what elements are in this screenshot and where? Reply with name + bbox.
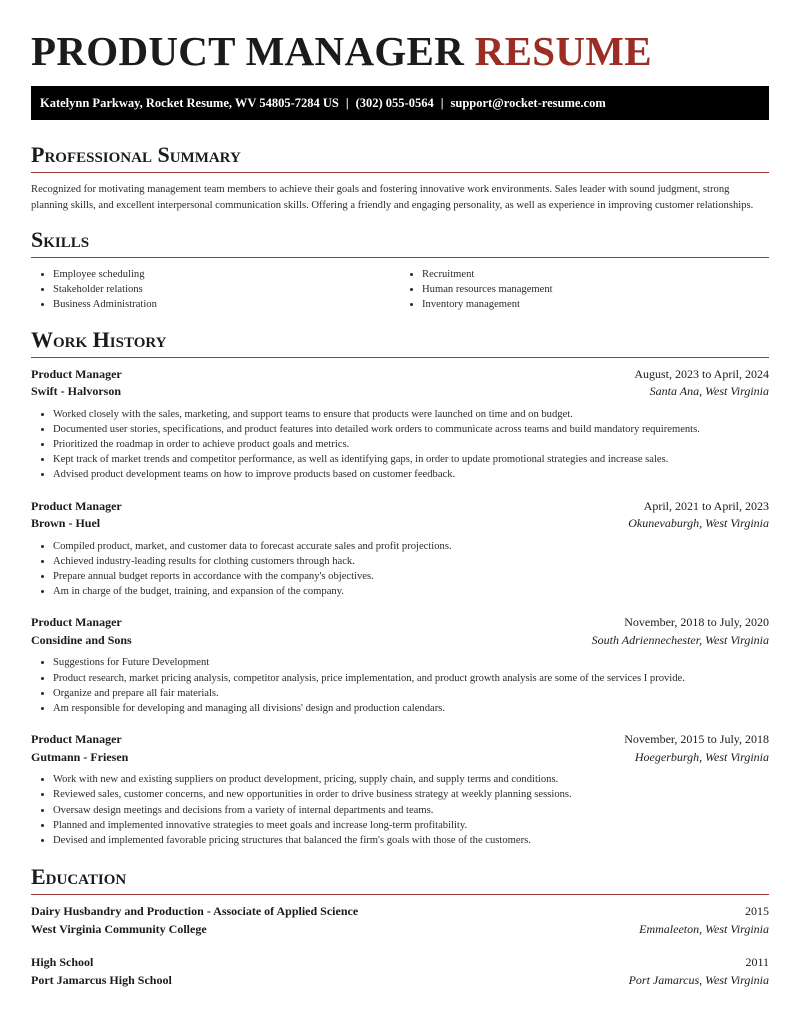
job-title: Product Manager	[31, 366, 122, 381]
title-accent: RESUME	[474, 28, 652, 74]
education-school: West Virginia Community College	[31, 921, 207, 936]
section-title-summary: Professional Summary	[31, 142, 769, 173]
job-bullet: • Worked closely with the sales, marketing, and support teams to ensure that products were launched on time and on budget.	[53, 407, 769, 422]
job-location: Santa Ana, West Virginia	[649, 384, 769, 399]
summary-text: Recognized for motivating management team members to achieve their goals and fostering innovative work environments. Sales leader with sound judgment, strong planning skills, and excellent interpersonal communication skills. Offering a friendly and engaging personality, as well as experience in improving customer relationships.	[31, 184, 754, 211]
skills-list-right	[400, 267, 769, 313]
job-bullet: • Advised product development teams on how to improve products based on customer feedback.	[53, 467, 769, 482]
job-bullets	[31, 655, 769, 716]
education-location: Emmaleeton, West Virginia	[639, 921, 769, 936]
section-title-work: Work History	[31, 327, 769, 358]
job-bullet: • Prepare annual budget reports in accordance with the company's objectives.	[53, 569, 769, 584]
education-school-row	[31, 921, 769, 939]
education-year: 2015	[745, 904, 769, 919]
section-title-education: Education	[31, 864, 769, 895]
job-bullet: • Am responsible for developing and managing all divisions' design and production calendars.	[53, 701, 769, 716]
contact-bar	[31, 86, 769, 120]
skill-item: • Stakeholder relations	[53, 282, 400, 297]
job-title: Product Manager	[31, 498, 122, 513]
job-company-row	[31, 749, 769, 767]
education-location: Port Jamarcus, West Virginia	[628, 972, 769, 987]
job-bullet: • Am in charge of the budget, training, and expansion of the company.	[53, 584, 769, 599]
job-bullets	[31, 539, 769, 600]
job-location: South Adriennechester, West Virginia	[591, 632, 769, 647]
skill-item: • Business Administration	[53, 297, 400, 312]
job-company: Swift - Halvorson	[31, 384, 121, 399]
job-dates: April, 2021 to April, 2023	[643, 498, 769, 513]
education-degree: High School	[31, 955, 94, 970]
job-bullet: • Reviewed sales, customer concerns, and new opportunities in order to drive business strategy at weekly planning sessions.	[53, 787, 769, 802]
job-bullet: • Product research, market pricing analysis, competitor analysis, price implementation, and product growth analysis are some of the services I provide.	[53, 671, 769, 686]
education-degree-row	[31, 903, 769, 921]
job-bullet: • Compiled product, market, and customer data to forecast accurate sales and profit projections.	[53, 539, 769, 554]
contact-separator: |	[345, 96, 349, 110]
job-bullet: • Prioritized the roadmap in order to achieve product goals and metrics.	[53, 437, 769, 452]
job-header-row	[31, 366, 769, 384]
job-location: Okunevaburgh, West Virginia	[628, 516, 769, 531]
job-entry	[31, 731, 769, 848]
education-entry	[31, 954, 769, 989]
contact-email[interactable]: support@rocket-resume.com	[450, 96, 606, 110]
job-bullet: • Devised and implemented favorable pricing structures that balanced the firm's goals with those of the customers.	[53, 833, 769, 848]
job-company-row	[31, 383, 769, 401]
job-title: Product Manager	[31, 732, 122, 747]
job-bullets	[31, 772, 769, 848]
skill-item: • Inventory management	[422, 297, 769, 312]
job-entry	[31, 498, 769, 600]
skills-section	[31, 227, 769, 313]
contact-separator: |	[440, 96, 444, 110]
title-main: PRODUCT MANAGER	[31, 28, 465, 74]
job-bullets	[31, 407, 769, 483]
education-entry	[31, 903, 769, 938]
education-section	[31, 864, 769, 989]
job-dates: August, 2023 to April, 2024	[634, 366, 769, 381]
job-bullet: • Organize and prepare all fair materials.	[53, 686, 769, 701]
job-company: Gutmann - Friesen	[31, 749, 129, 764]
contact-phone: (302) 055-0564	[355, 96, 434, 110]
job-bullet: • Planned and implemented innovative strategies to meet goals and increase long-term profitability.	[53, 818, 769, 833]
page-title	[31, 28, 769, 74]
job-title: Product Manager	[31, 615, 122, 630]
education-degree: Dairy Husbandry and Production - Associate of Applied Science	[31, 904, 359, 919]
job-dates: November, 2018 to July, 2020	[624, 615, 769, 630]
contact-address: Katelynn Parkway, Rocket Resume, WV 54805-7284 US	[40, 96, 339, 110]
education-year: 2011	[745, 955, 769, 970]
resume-page	[31, 0, 769, 989]
education-degree-row	[31, 954, 769, 972]
skill-item: • Human resources management	[422, 282, 769, 297]
job-company: Considine and Sons	[31, 632, 132, 647]
skills-columns	[31, 267, 769, 313]
job-header-row	[31, 731, 769, 749]
job-bullet: • Documented user stories, specifications, and product features into detailed work orders to communicate across teams and build mandatory requirements.	[53, 422, 769, 437]
skills-list-left	[31, 267, 400, 313]
job-bullet: • Oversaw design meetings and decisions from a variety of internal departments and teams.	[53, 803, 769, 818]
job-entry	[31, 614, 769, 716]
section-title-skills: Skills	[31, 227, 769, 258]
summary-section	[31, 142, 769, 213]
work-section	[31, 327, 769, 849]
job-company: Brown - Huel	[31, 516, 101, 531]
job-bullet: • Achieved industry-leading results for clothing customers through hack.	[53, 554, 769, 569]
job-bullet: • Kept track of market trends and competitor performance, as well as identifying gaps, in order to update promotional strategies and increase sales.	[53, 452, 769, 467]
job-header-row	[31, 498, 769, 516]
job-bullet: • Work with new and existing suppliers on product development, pricing, supply chain, and supply terms and conditions.	[53, 772, 769, 787]
job-location: Hoegerburgh, West Virginia	[634, 749, 769, 764]
job-bullet: • Suggestions for Future Development	[53, 655, 769, 670]
job-company-row	[31, 632, 769, 650]
skill-item: • Employee scheduling	[53, 267, 400, 282]
education-school-row	[31, 972, 769, 990]
education-school: Port Jamarcus High School	[31, 972, 172, 987]
job-dates: November, 2015 to July, 2018	[624, 732, 769, 747]
skill-item: • Recruitment	[422, 267, 769, 282]
job-entry	[31, 366, 769, 483]
job-header-row	[31, 614, 769, 632]
job-company-row	[31, 515, 769, 533]
